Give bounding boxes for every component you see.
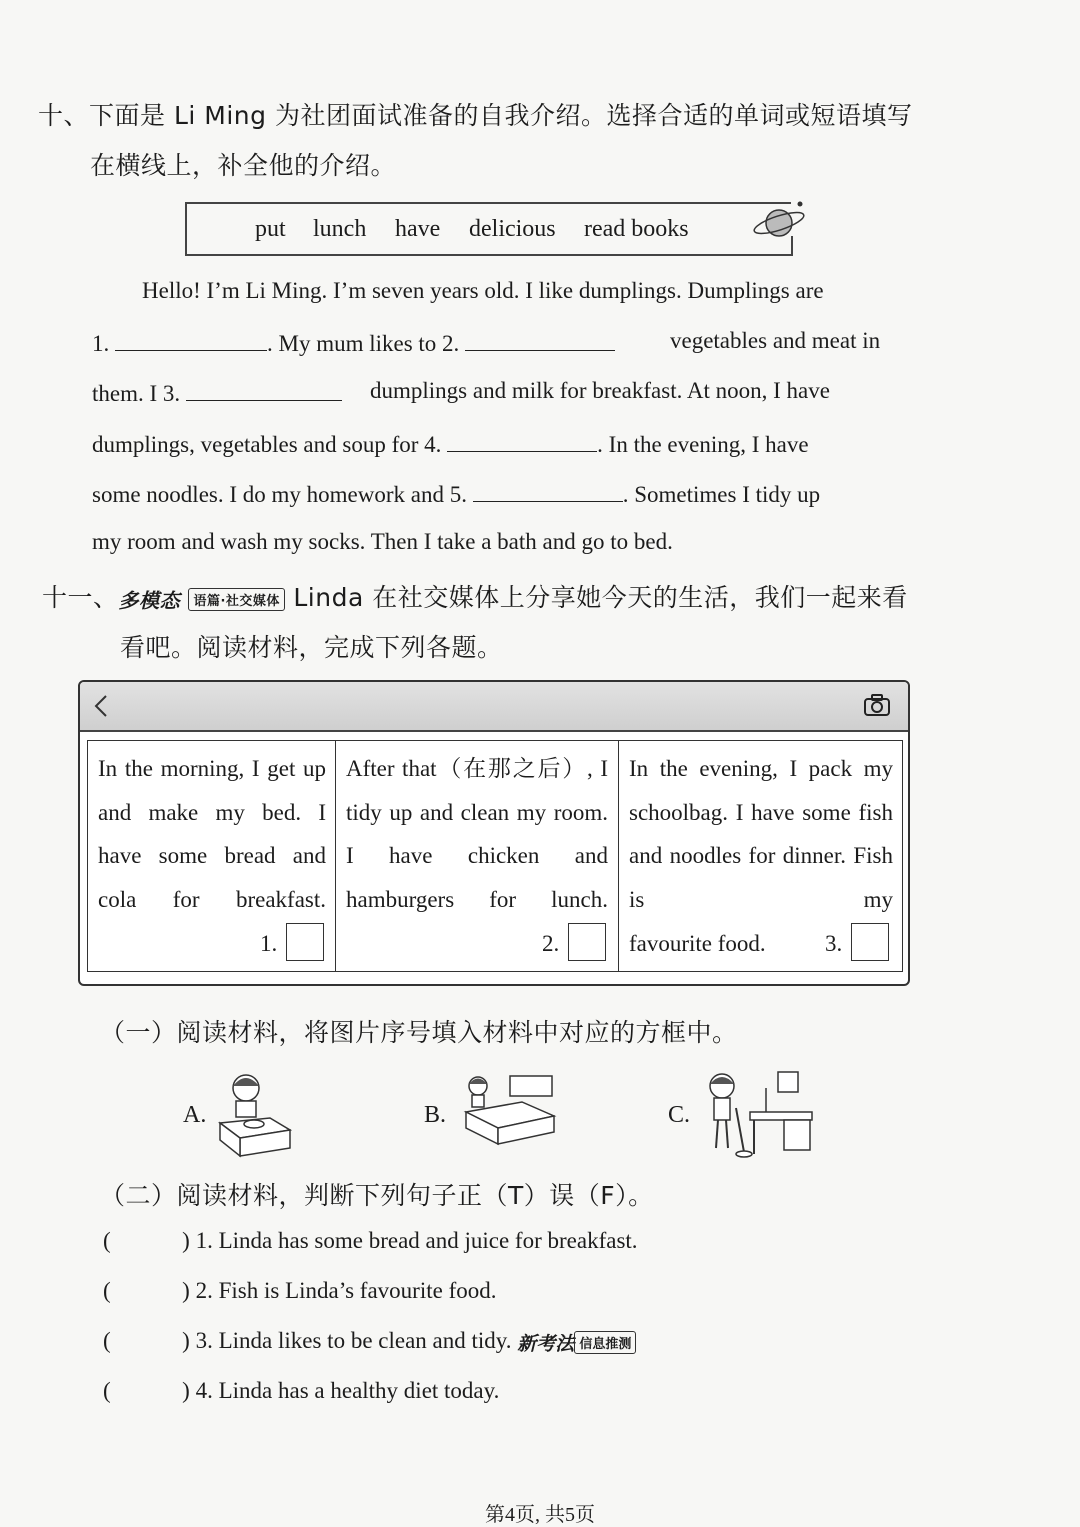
- passage-line-2: 1. . My mum likes to 2.: [92, 328, 615, 357]
- q11-title-line2: 看吧。阅读材料，完成下列各题。: [120, 633, 503, 662]
- passage-line-1: Hello! I’m Li Ming. I’m seven years old. I like dumplings. Dumplings are: [142, 278, 824, 303]
- planet-icon: [752, 196, 810, 246]
- answer-box-2[interactable]: [568, 923, 606, 961]
- camera-icon[interactable]: [862, 693, 892, 719]
- word-option: put: [255, 216, 286, 242]
- new-method-tag: 新考法: [517, 1334, 575, 1356]
- passage-line-4: dumplings, vegetables and soup for 4. . In the evening, I have: [92, 429, 809, 458]
- word-option: have: [395, 216, 441, 242]
- picture-label-a: A.: [183, 1102, 207, 1128]
- part1-title: （一）阅读材料，将图片序号填入材料中对应的方框中。: [100, 1018, 738, 1047]
- part2-title: （二）阅读材料，判断下列句子正（T）误（F）。: [100, 1181, 654, 1210]
- blank-3[interactable]: [186, 378, 342, 401]
- answer-paren-open[interactable]: (: [103, 1278, 111, 1303]
- page-footer: 第4页, 共5页: [485, 1504, 595, 1526]
- post-column-3: In the evening, I pack my schoolbag. I have some fish and noodles for dinner. Fish is my favourite food. 3.: [619, 741, 904, 971]
- answer-box-1[interactable]: [286, 923, 324, 961]
- post-column-2: After that（在那之后）, I tidy up and clean my room. I have chicken and hamburgers for lunch. 2.: [336, 741, 619, 971]
- box-number-1: 1.: [260, 931, 278, 956]
- app-top-bar: [80, 682, 908, 732]
- post-last-line: favourite food.: [629, 931, 766, 956]
- box-number-3: 3.: [825, 931, 843, 956]
- word-box: [185, 202, 791, 256]
- q11-title-line1: 十一、多模态 语篇·社交媒体 Linda 在社交媒体上分享她今天的生活，我们一起来看: [42, 583, 908, 613]
- blank-5[interactable]: [473, 479, 623, 502]
- multimodal-tag: 多模态: [118, 588, 181, 613]
- word-option: read books: [584, 216, 689, 242]
- social-media-post: [78, 680, 910, 986]
- tf-statement-1: ( ) 1. Linda has some bread and juice for breakfast.: [103, 1228, 638, 1253]
- box-number-2: 2.: [542, 931, 560, 956]
- tf-statement-4: ( ) 4. Linda has a healthy diet today.: [103, 1378, 500, 1403]
- q10-title-line1: 十、下面是 Li Ming 为社团面试准备的自我介绍。选择合适的单词或短语填写: [38, 101, 913, 130]
- info-inference-tag: 信息推测: [574, 1331, 636, 1354]
- passage-line-6: my room and wash my socks. Then I take a bath and go to bed.: [92, 529, 673, 554]
- passage-line-3: them. I 3.: [92, 378, 342, 407]
- answer-paren-close: ): [182, 1228, 190, 1253]
- back-arrow-icon[interactable]: [92, 694, 110, 718]
- passage-line-5: some noodles. I do my homework and 5. . Sometimes I tidy up: [92, 479, 820, 508]
- answer-paren-close: ): [182, 1328, 190, 1353]
- girl-making-bed-illustration: [462, 1072, 558, 1148]
- blank-1[interactable]: [115, 328, 267, 351]
- blank-2[interactable]: [465, 328, 615, 351]
- answer-paren-close: ): [182, 1378, 190, 1403]
- answer-paren-open[interactable]: (: [103, 1378, 111, 1403]
- passage-line-2-end: vegetables and meat in: [670, 328, 881, 353]
- posts-table: [87, 740, 903, 972]
- girl-eating-illustration: [212, 1068, 294, 1160]
- q10-title-line2: 在横线上，补全他的介绍。: [90, 151, 397, 180]
- genre-tag: 语篇·社交媒体: [188, 588, 284, 611]
- passage-line-3-end: dumplings and milk for breakfast. At noon, I have: [370, 378, 830, 403]
- answer-paren-close: ): [182, 1278, 190, 1303]
- picture-label-c: C.: [668, 1102, 691, 1128]
- picture-label-b: B.: [424, 1102, 447, 1128]
- blank-4[interactable]: [447, 429, 597, 452]
- girl-cleaning-illustration: [700, 1068, 816, 1160]
- post-column-1: In the morning, I get up and make my bed. I have some bread and cola for breakfast. 1.: [88, 741, 336, 971]
- word-option: lunch: [313, 216, 367, 242]
- tf-statement-2: ( ) 2. Fish is Linda’s favourite food.: [103, 1278, 497, 1303]
- answer-paren-open[interactable]: (: [103, 1228, 111, 1253]
- answer-box-3[interactable]: [851, 923, 889, 961]
- tf-statement-3: ( ) 3. Linda likes to be clean and tidy. 新考法 信息推测: [103, 1328, 636, 1356]
- word-option: delicious: [469, 216, 556, 242]
- answer-paren-open[interactable]: (: [103, 1328, 111, 1353]
